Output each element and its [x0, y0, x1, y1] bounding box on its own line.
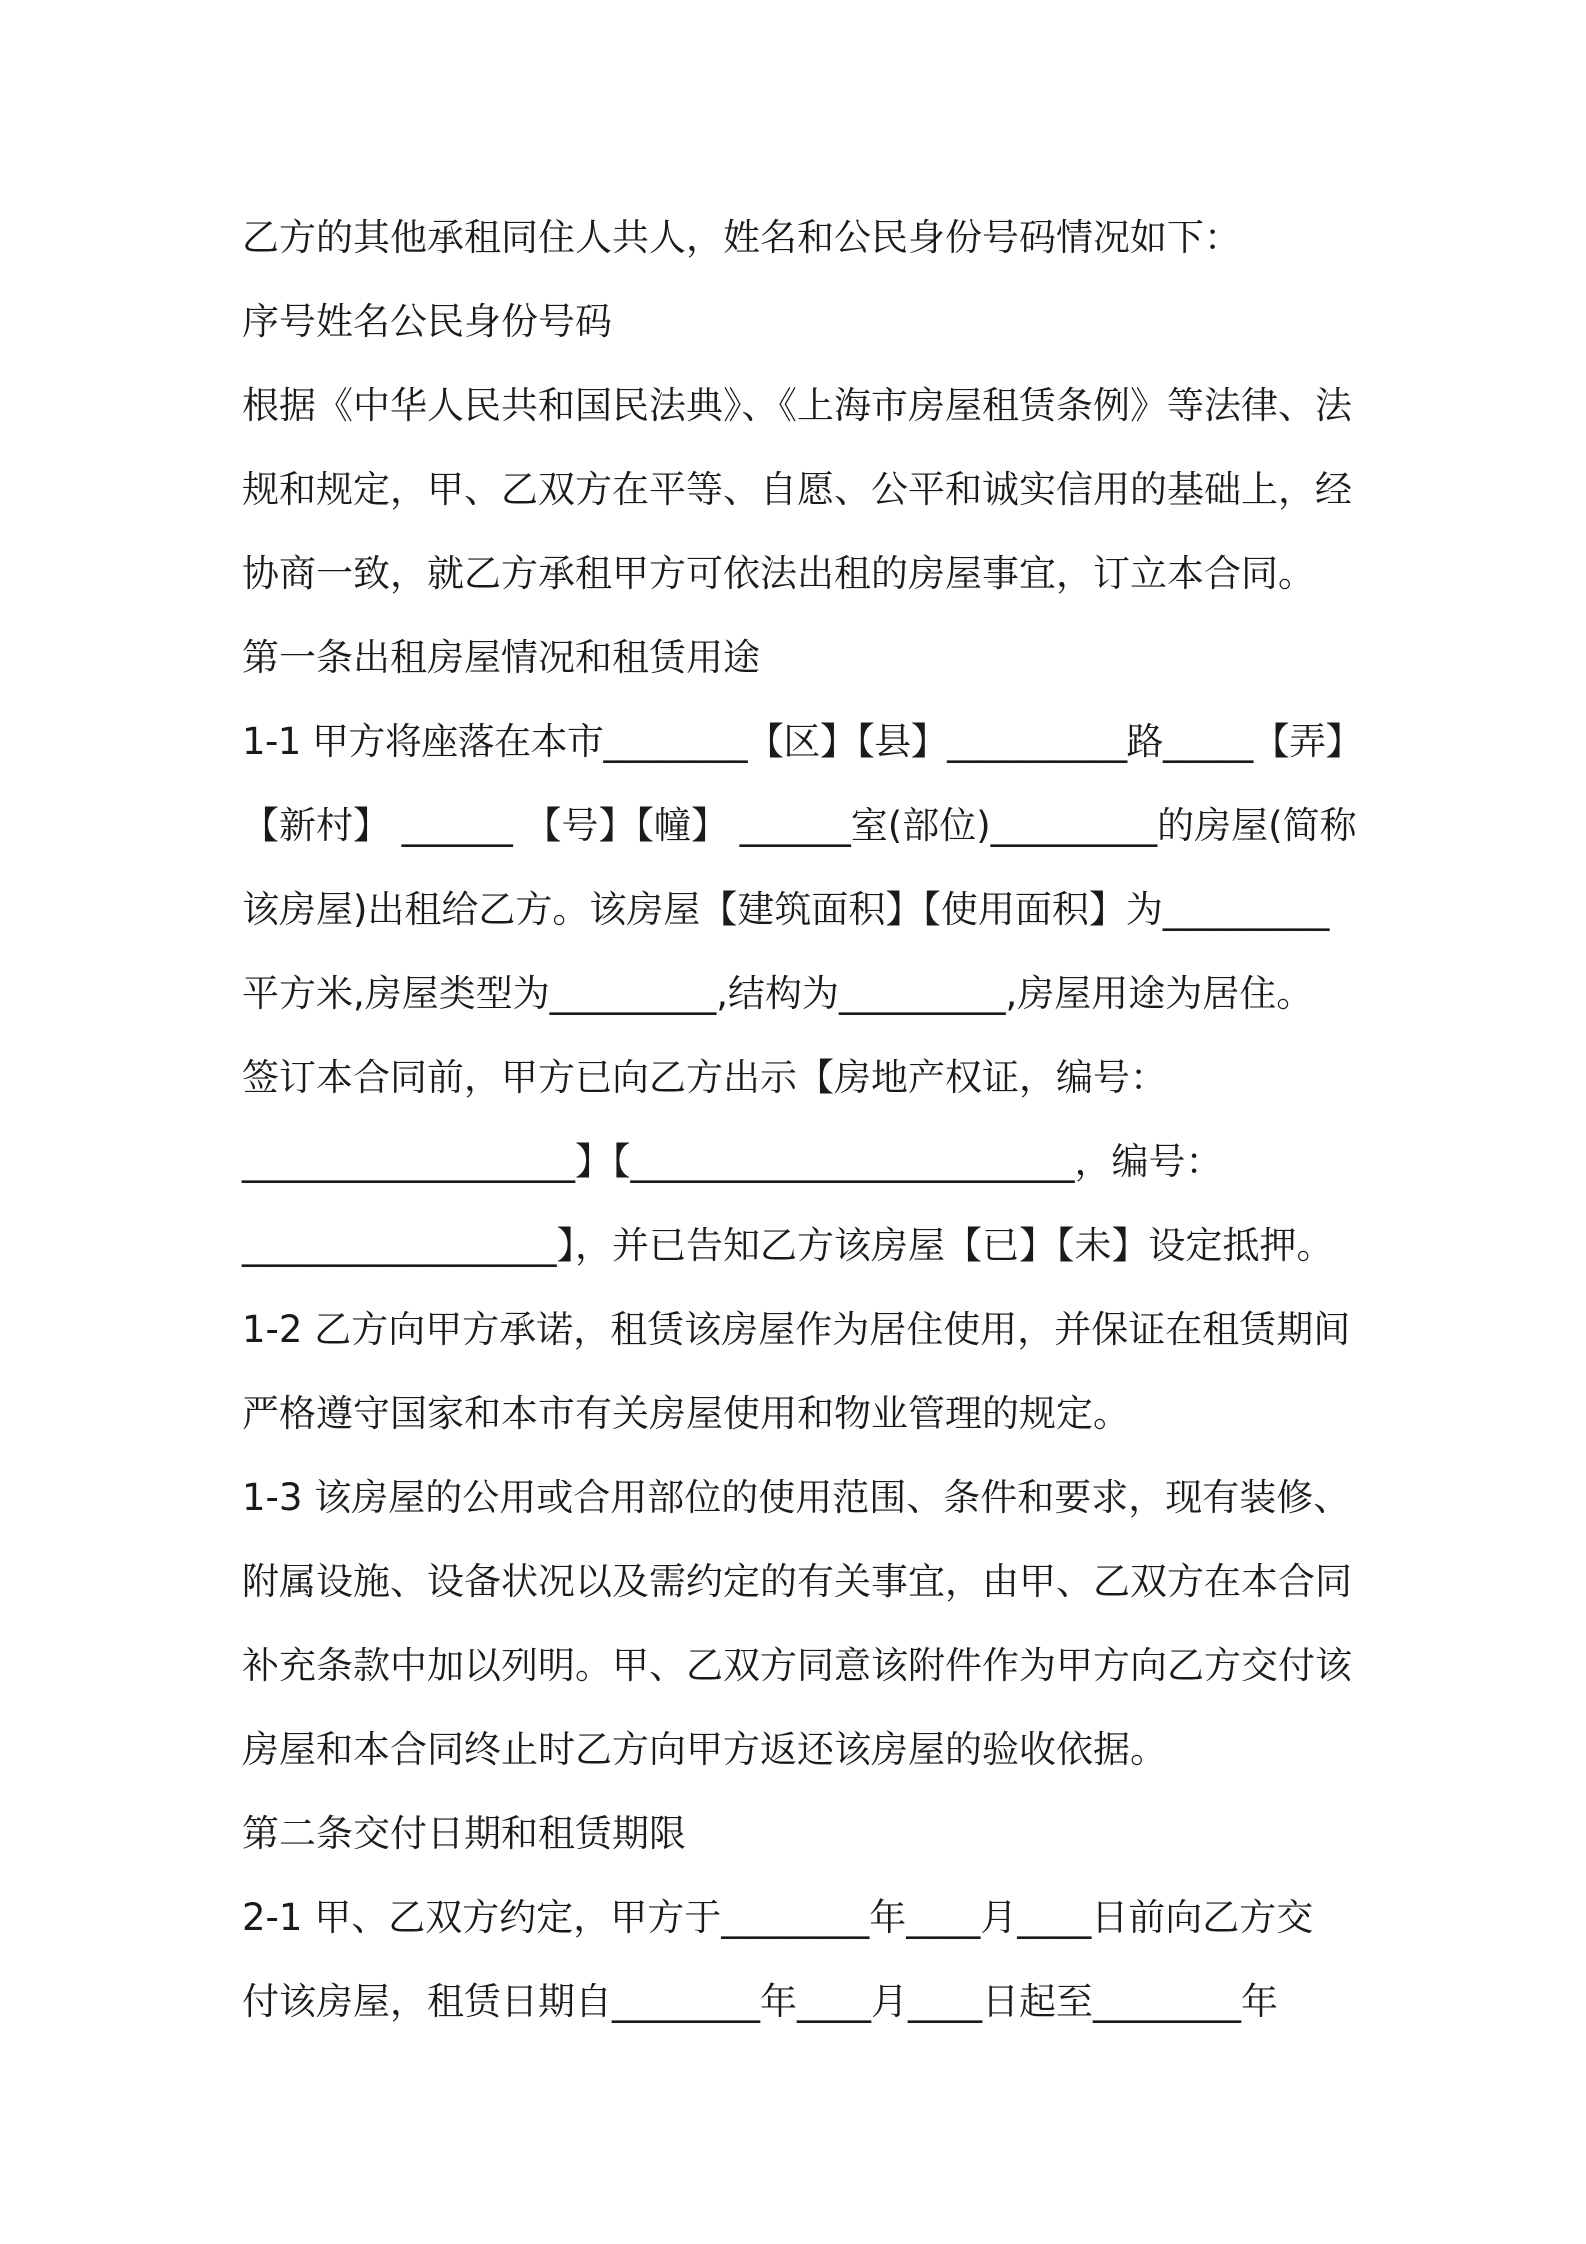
contract-text [242, 196, 1362, 2044]
text-line: 序号姓名公民身份号码 [242, 300, 612, 343]
text-line: __________________】【________________________，编号： [242, 1140, 1223, 1183]
text-line: 签订本合同前，甲方已向乙方出示【房地产权证，编号： [242, 1056, 1167, 1099]
text-line: 乙方的其他承租同住人共人，姓名和公民身份号码情况如下： [242, 216, 1241, 259]
section-heading: 第一条出租房屋情况和租赁用途 [242, 636, 760, 679]
text-line: 2-1 甲、乙双方约定，甲方于________年____月____日前向乙方交 [242, 1896, 1314, 1939]
text-line: 补充条款中加以列明。甲、乙双方同意该附件作为甲方向乙方交付该 [242, 1644, 1352, 1687]
text-line: 该房屋)出租给乙方。该房屋【建筑面积】【使用面积】为_________ [242, 888, 1330, 931]
text-line: _________________】，并已告知乙方该房屋【已】【未】设定抵押。 [242, 1224, 1334, 1267]
text-line: 【新村】 ______ 【号】【幢】 ______室(部位)_________的房屋(简称 [242, 804, 1357, 847]
text-line: 付该房屋，租赁日期自________年____月____日起至________年 [242, 1980, 1278, 2023]
text-line: 房屋和本合同终止时乙方向甲方返还该房屋的验收依据。 [242, 1728, 1167, 1771]
text-line: 1-1 甲方将座落在本市________【区】【县】__________路_____【弄】 [242, 720, 1362, 763]
text-line: 根据《中华人民共和国民法典》、《上海市房屋租赁条例》等法律、法 [242, 384, 1352, 427]
text-line: 1-2 乙方向甲方承诺，租赁该房屋作为居住使用，并保证在租赁期间 [242, 1308, 1351, 1351]
text-line: 严格遵守国家和本市有关房屋使用和物业管理的规定。 [242, 1392, 1130, 1435]
text-line: 协商一致，就乙方承租甲方可依法出租的房屋事宜，订立本合同。 [242, 552, 1315, 595]
text-line: 附属设施、设备状况以及需约定的有关事宜，由甲、乙双方在本合同 [242, 1560, 1352, 1603]
text-line: 平方米,房屋类型为_________,结构为_________,房屋用途为居住。 [242, 972, 1314, 1015]
text-line: 规和规定，甲、乙双方在平等、自愿、公平和诚实信用的基础上，经 [242, 468, 1352, 511]
text-line: 1-3 该房屋的公用或合用部位的使用范围、条件和要求，现有装修、 [242, 1476, 1351, 1519]
section-heading: 第二条交付日期和租赁期限 [242, 1812, 686, 1855]
